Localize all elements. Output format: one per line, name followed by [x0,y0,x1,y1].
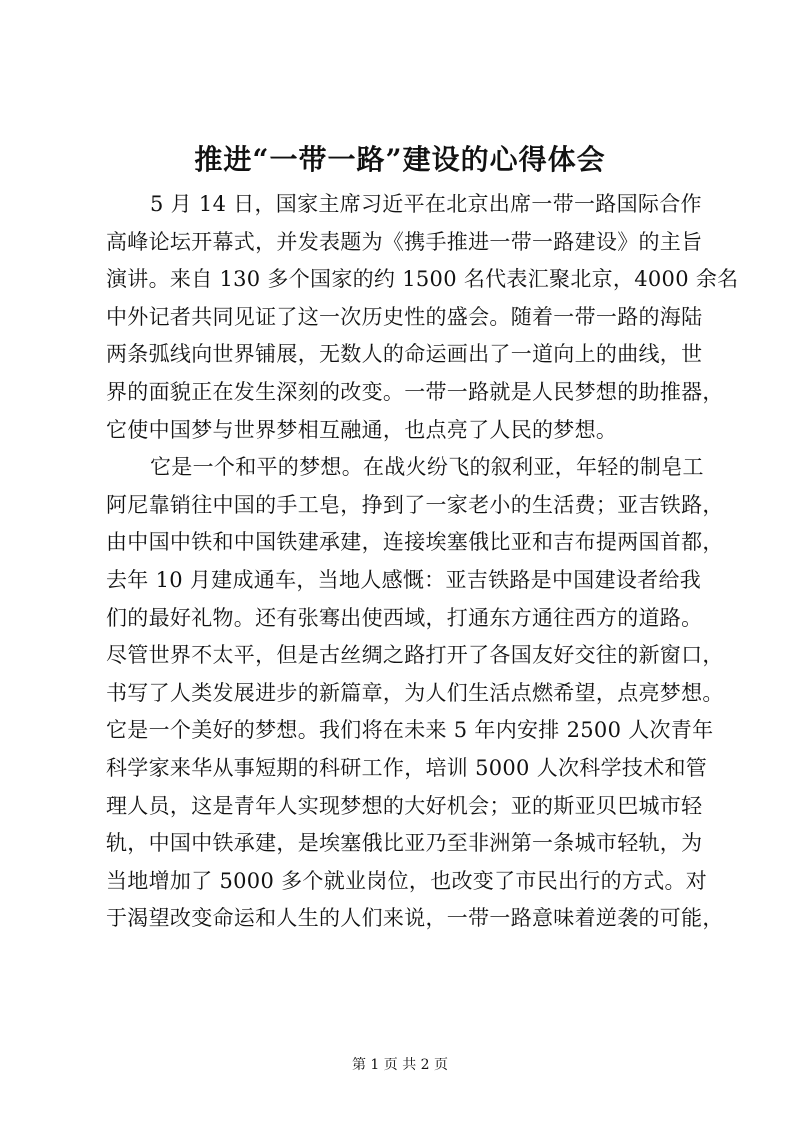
text-line: 理人员，这是青年人实现梦想的大好机会；亚的斯亚贝巴城市轻 [106,793,703,818]
text-line: 5 月 14 日，国家主席习近平在北京出席一带一路国际合作 [150,192,702,216]
text-line: 科学家来华从事短期的科研工作，培训 5000 人次科学技术和管 [106,755,708,780]
text-line: 于渴望改变命运和人生的人们来说，一带一路意味着逆袭的可能， [106,906,724,931]
text-line: 轨，中国中铁承建，是埃塞俄比亚乃至非洲第一条城市轻轨，为 [106,831,703,856]
text-line: 它是一个和平的梦想。在战火纷飞的叙利亚，年轻的制皂工 [150,455,704,480]
text-line: 阿尼靠销往中国的手工皂，挣到了一家老小的生活费；亚吉铁路， [106,492,724,517]
text-line: 它是一个美好的梦想。我们将在未来 5 年内安排 2500 人次青年 [106,718,714,743]
text-line: 演讲。来自 130 多个国家的约 1500 名代表汇聚北京，4000 余名 [106,267,739,292]
text-line: 它使中国梦与世界梦相互融通，也点亮了人民的梦想。 [106,417,618,442]
text-line: 当地增加了 5000 多个就业岗位，也改变了市民出行的方式。对 [106,868,708,893]
text-line: 去年 10 月建成通车，当地人感慨：亚吉铁路是中国建设者给我 [106,567,702,592]
text-line: 中外记者共同见证了这一次历史性的盛会。随着一带一路的海陆 [106,304,703,329]
text-line: 高峰论坛开幕式，并发表题为《携手推进一带一路建设》的主旨 [106,229,703,254]
text-line: 界的面貌正在发生深刻的改变。一带一路就是人民梦想的助推器， [106,379,724,404]
text-line: 由中国中铁和中国铁建承建，连接埃塞俄比亚和吉布提两国首都， [106,530,724,555]
page-footer: 第 1 页 共 2 页 [351,1057,449,1073]
text-line: 们的最好礼物。还有张骞出使西域，打通东方通往西方的道路。 [106,605,703,630]
text-line: 书写了人类发展进步的新篇章，为人们生活点燃希望，点亮梦想。 [106,680,724,705]
text-line: 尽管世界不太平，但是古丝绸之路打开了各国友好交往的新窗口， [106,643,724,668]
document-body [106,186,739,938]
text-line: 两条弧线向世界铺展，无数人的命运画出了一道向上的曲线，世 [106,342,703,367]
document-title: 推进“一带一路”建设的心得体会 [194,143,606,176]
